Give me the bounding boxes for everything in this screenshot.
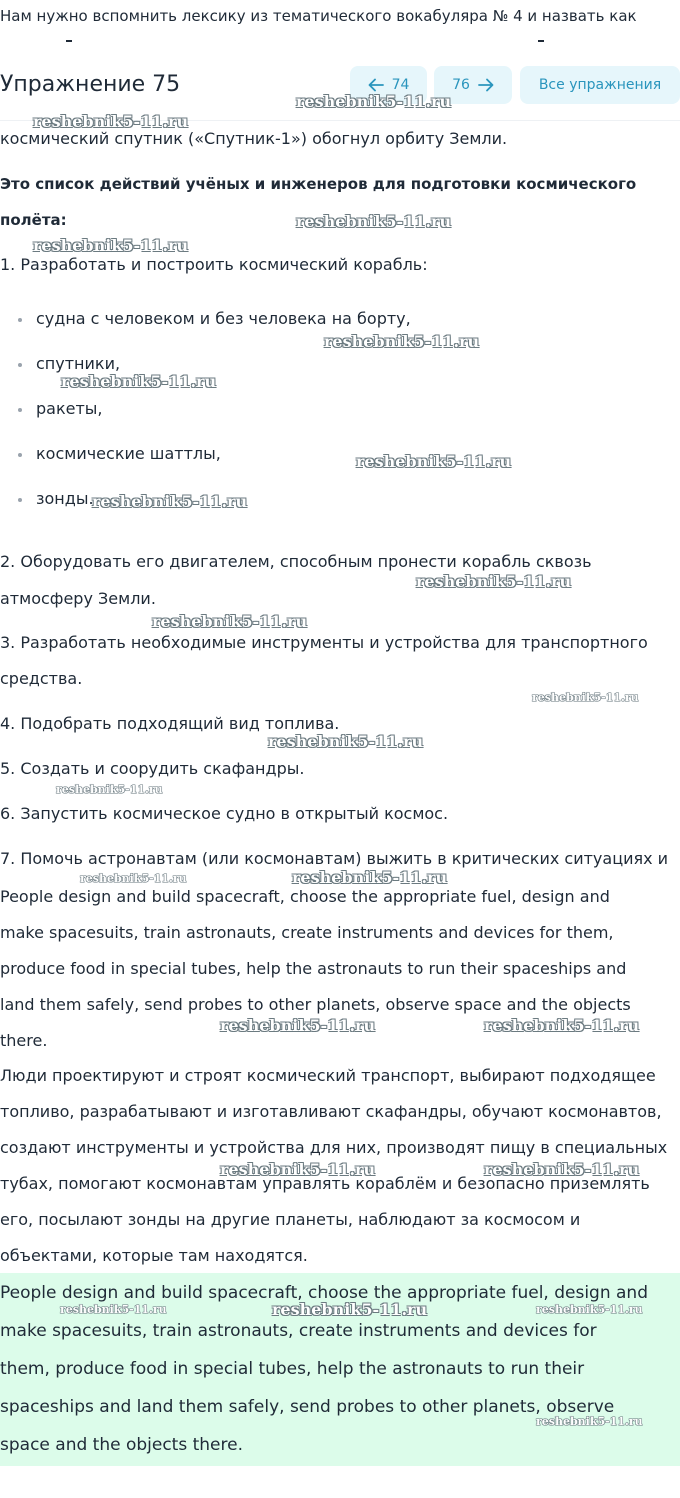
answer-line: space and the objects there. bbox=[0, 1435, 243, 1455]
english-text-line: make spacesuits, train astronauts, create instruments and devices for them, bbox=[0, 923, 614, 942]
watermark: reshebnik5-11.ru bbox=[56, 783, 163, 796]
step-4: 4. Подобрать подходящий вид топлива. bbox=[0, 714, 340, 733]
arrow-left-icon bbox=[368, 78, 384, 92]
next-exercise-label: 76 bbox=[452, 77, 470, 93]
watermark: reshebnik5-11.ru bbox=[220, 1016, 376, 1035]
all-exercises-button[interactable] bbox=[520, 66, 680, 104]
answer-line: make spacesuits, train astronauts, create instruments and devices for bbox=[0, 1321, 597, 1341]
list-item: ракеты, bbox=[36, 399, 103, 418]
all-exercises-label: Все упражнения bbox=[538, 77, 662, 93]
russian-text-line: его, посылают зонды на другие планеты, наблюдают за космосом и bbox=[0, 1210, 581, 1229]
bullet-dot bbox=[18, 318, 22, 322]
russian-text-line: создают инструменты и устройства для них, производят пищу в специальных bbox=[0, 1138, 668, 1157]
step-1: 1. Разработать и построить космический корабль: bbox=[0, 255, 428, 274]
intro-text: Нам нужно вспомнить лексику из тематического вокабуляра № 4 и назвать как bbox=[0, 7, 637, 25]
watermark: reshebnik5-11.ru bbox=[356, 452, 512, 471]
watermark: reshebnik5-11.ru bbox=[484, 1016, 640, 1035]
russian-text-line: топливо, разрабатывают и изготавливают скафандры, обучают космонавтов, bbox=[0, 1102, 662, 1121]
list-item: судна с человеком и без человека на борту, bbox=[36, 309, 411, 328]
page-title: Упражнение 75 bbox=[0, 72, 181, 97]
step-3-continued: средства. bbox=[0, 669, 83, 688]
watermark: reshebnik5-11.ru bbox=[152, 612, 308, 631]
english-text-line: People design and build spacecraft, choose the appropriate fuel, design and bbox=[0, 887, 610, 906]
watermark: reshebnik5-11.ru bbox=[296, 92, 452, 111]
watermark: reshebnik5-11.ru bbox=[272, 1300, 428, 1319]
prev-exercise-button[interactable] bbox=[350, 66, 427, 104]
english-text-line: produce food in special tubes, help the astronauts to run their spaceships and bbox=[0, 959, 627, 978]
russian-text-line: объектами, которые там находятся. bbox=[0, 1246, 308, 1265]
bullet-dot bbox=[18, 408, 22, 412]
list-heading-continued: полёта: bbox=[0, 211, 67, 229]
step-3: 3. Разработать необходимые инструменты и устройства для транспортного bbox=[0, 633, 648, 652]
watermark: reshebnik5-11.ru bbox=[292, 868, 448, 887]
next-exercise-button[interactable] bbox=[434, 66, 512, 104]
watermark: reshebnik5-11.ru bbox=[484, 1160, 640, 1179]
watermark: reshebnik5-11.ru bbox=[536, 1303, 643, 1316]
watermark: reshebnik5-11.ru bbox=[61, 372, 217, 391]
watermark: reshebnik5-11.ru bbox=[268, 732, 424, 751]
text-line-sputnik: космический спутник («Спутник-1») обогнул орбиту Земли. bbox=[0, 129, 508, 148]
watermark: reshebnik5-11.ru bbox=[296, 212, 452, 231]
step-5: 5. Создать и соорудить скафандры. bbox=[0, 759, 305, 778]
arrow-right-icon bbox=[478, 78, 494, 92]
english-text-line: there. bbox=[0, 1031, 48, 1050]
answer-block bbox=[0, 1273, 680, 1466]
watermark: reshebnik5-11.ru bbox=[60, 1303, 167, 1316]
step-7: 7. Помочь астронавтам (или космонавтам) выжить в критических ситуациях и bbox=[0, 849, 669, 868]
answer-line: spaceships and land them safely, send probes to other planets, observe bbox=[0, 1397, 615, 1417]
english-text-line: land them safely, send probes to other planets, observe space and the objects bbox=[0, 995, 631, 1014]
list-heading: Это список действий учёных и инженеров для подготовки космического bbox=[0, 175, 637, 193]
watermark: reshebnik5-11.ru bbox=[80, 872, 187, 885]
cut-glyph-fragment bbox=[538, 40, 544, 42]
watermark: reshebnik5-11.ru bbox=[33, 112, 189, 131]
bullet-dot bbox=[18, 363, 22, 367]
watermark: reshebnik5-11.ru bbox=[324, 332, 480, 351]
russian-text-line: Люди проектируют и строят космический транспорт, выбирают подходящее bbox=[0, 1066, 656, 1085]
answer-line: them, produce food in special tubes, help the astronauts to run their bbox=[0, 1359, 585, 1379]
watermark: reshebnik5-11.ru bbox=[536, 1415, 643, 1428]
bullet-dot bbox=[18, 453, 22, 457]
watermark: reshebnik5-11.ru bbox=[92, 492, 248, 511]
watermark: reshebnik5-11.ru bbox=[416, 572, 572, 591]
prev-exercise-label: 74 bbox=[391, 77, 410, 93]
watermark: reshebnik5-11.ru bbox=[220, 1160, 376, 1179]
exercise-header bbox=[0, 62, 680, 121]
cut-glyph-fragment bbox=[66, 40, 72, 42]
russian-text-line: тубах, помогают космонавтам управлять кораблём и безопасно приземлять bbox=[0, 1174, 650, 1193]
watermark: reshebnik5-11.ru bbox=[532, 691, 639, 704]
list-item: космические шаттлы, bbox=[36, 444, 221, 463]
watermark: reshebnik5-11.ru bbox=[33, 236, 189, 255]
bullet-dot bbox=[18, 498, 22, 502]
answer-line: People design and build spacecraft, choose the appropriate fuel, design and bbox=[0, 1283, 649, 1303]
step-2-continued: атмосферу Земли. bbox=[0, 589, 156, 608]
list-item: зонды. bbox=[36, 489, 94, 508]
step-6: 6. Запустить космическое судно в открытый космос. bbox=[0, 804, 449, 823]
list-item: спутники, bbox=[36, 354, 121, 373]
step-2: 2. Оборудовать его двигателем, способным пронести корабль сквозь bbox=[0, 552, 592, 571]
